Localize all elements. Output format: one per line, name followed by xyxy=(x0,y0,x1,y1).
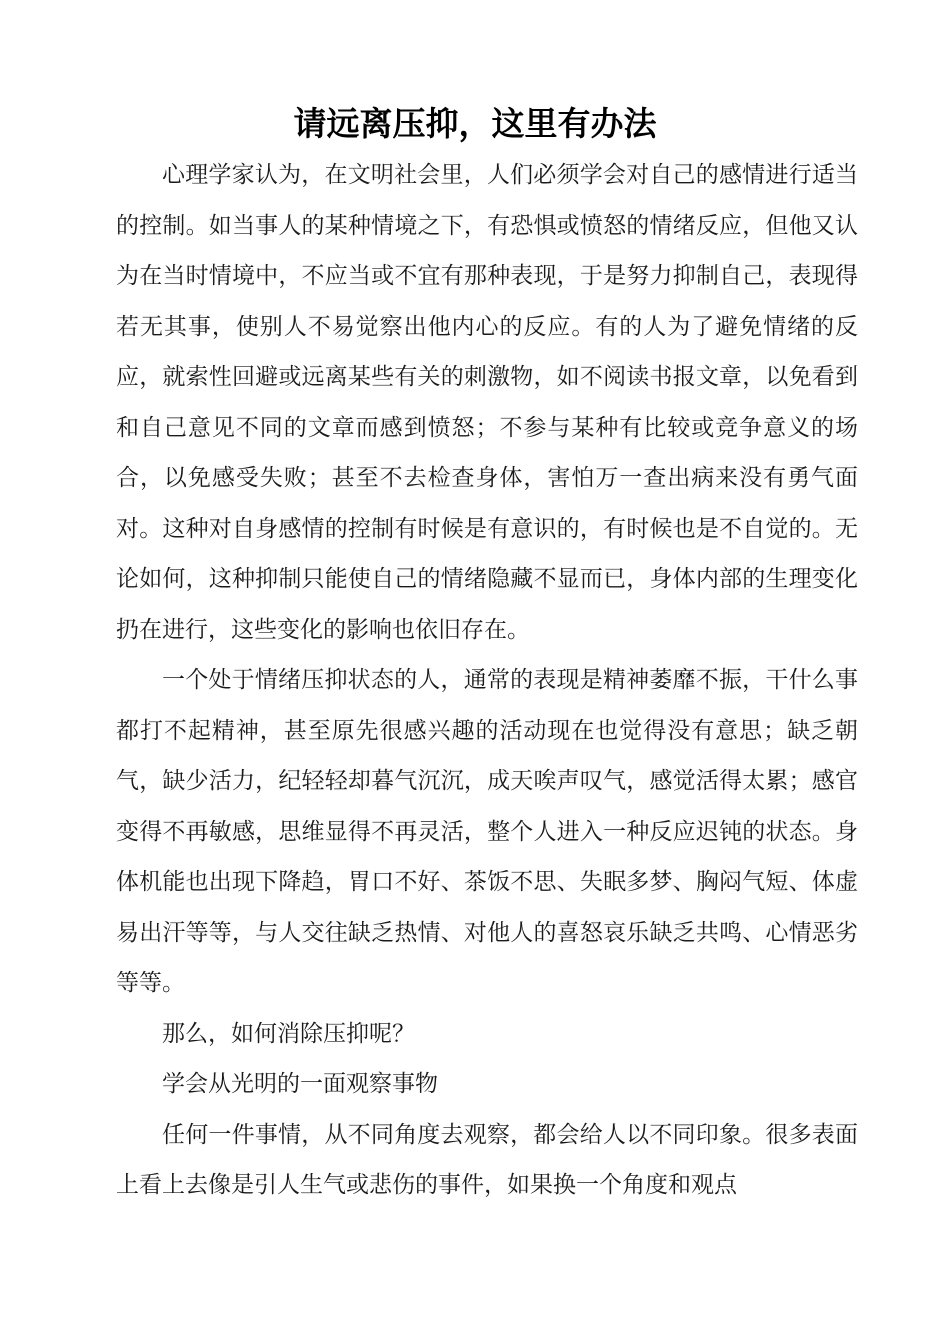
paragraph-5: 任何一件事情，从不同角度去观察，都会给人以不同印象。很多表面上看上去像是引人生气或悲伤的事件，如果换一个角度和观点 xyxy=(116,1121,858,1198)
paragraph-3: 那么，如何消除压抑呢？ xyxy=(162,1020,415,1047)
section-heading: 学会从光明的一面观察事物 xyxy=(162,1071,438,1097)
document-body xyxy=(116,150,858,1211)
paragraph-1: 心理学家认为，在文明社会里，人们必须学会对自己的感情进行适当的控制。如当事人的某种情境之下，有恐惧或愤怒的情绪反应，但他又认为在当时情境中，不应当或不宜有那种表现，于是努力抑制自己，表现得若无其事，使别人不易觉察出他内心的反应。有的人为了避免情绪的反应，就索性回避或远离某些有关的刺激物，如不阅读书报文章，以免看到和自己意见不同的文章而感到愤怒；不参与某种有比较或竞争意义的场合，以免感受失败；甚至不去检查身体，害怕万一查出病来没有勇气面对。这种对自身感情的控制有时候是有意识的，有时候也是不自觉的。无论如何，这种抑制只能使自己的情绪隐藏不显而已，身体内部的生理变化扔在进行，这些变化的影响也依旧存在。 xyxy=(116,162,858,643)
paragraph-2: 一个处于情绪压抑状态的人，通常的表现是精神萎靡不振，干什么事都打不起精神，甚至原先很感兴趣的活动现在也觉得没有意思；缺乏朝气，缺少活力，纪轻轻却暮气沉沉，成天唉声叹气，感觉活得太累；感官变得不再敏感，思维显得不再灵活，整个人进入一种反应迟钝的状态。身体机能也出现下降趋，胃口不好、茶饭不思、失眠多梦、胸闷气短、体虚易出汗等等，与人交往缺乏热情、对他人的喜怒哀乐缺乏共鸣、心情恶劣等等。 xyxy=(116,667,858,996)
document-title: 请远离压抑，这里有办法 xyxy=(293,104,657,143)
